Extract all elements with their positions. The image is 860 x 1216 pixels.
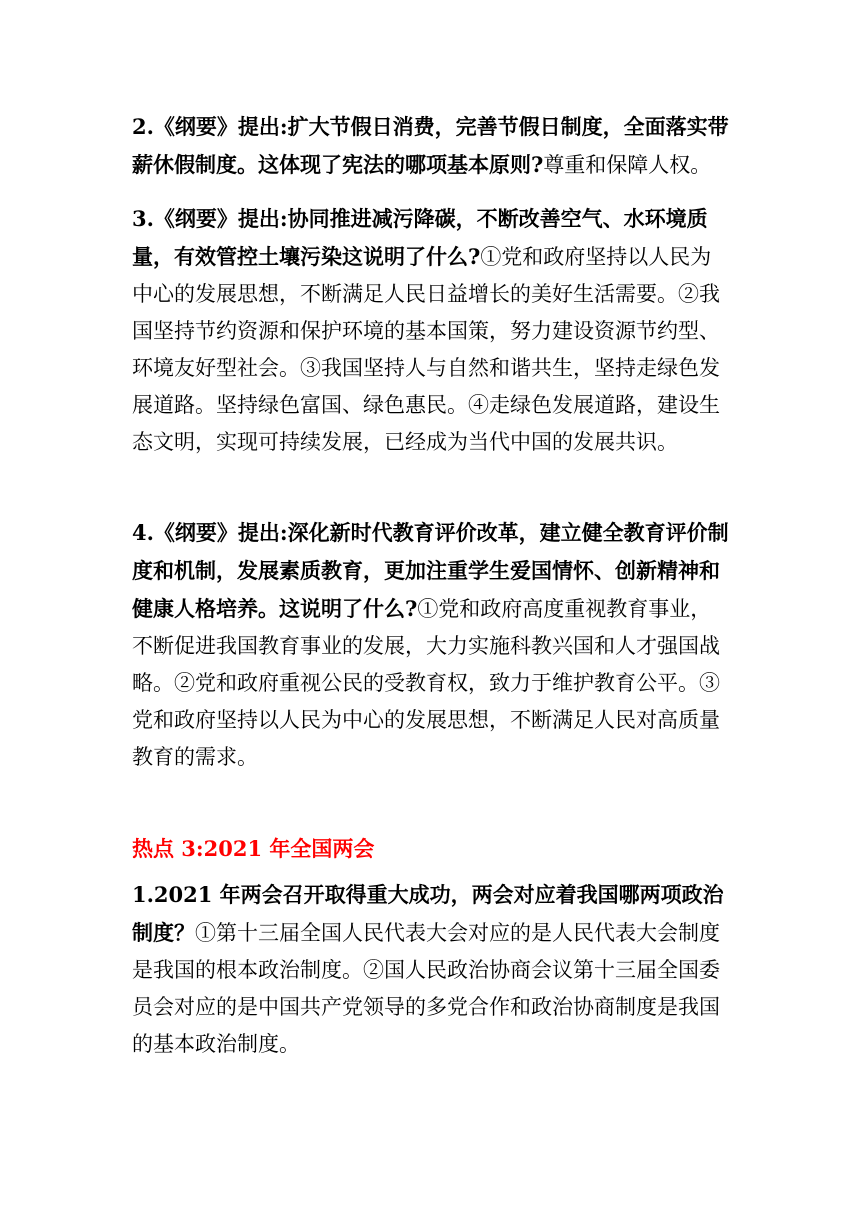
qa-item-3	[132, 200, 732, 461]
answer-text: ①党和政府坚持以人民为中心的发展思想，不断满足人民日益增长的美好生活需要。②我国坚持节约资源和保护环境的基本国策，努力建设资源节约型、环境友好型社会。③我国坚持人与自然和谐共生，坚持走绿色发展道路。坚持绿色富国、绿色惠民。④走绿色发展道路，建设生态文明，实现可持续发展，已经成为当代中国的发展共识。	[132, 245, 720, 454]
section-heading: 热点 3:2021 年全国两会	[132, 836, 375, 861]
qa-item-2	[132, 108, 732, 184]
question-text: 4.《纲要》提出:深化新时代教育评价改革，建立健全教育评价制度和机制，发展素质教育，更加注重学生爱国情怀、创新精神和健康人格培养。这说明了什么?	[132, 520, 729, 621]
question-text: 1.2021 年两会召开取得重大成功，两会对应着我国哪两项政治制度？	[132, 882, 724, 945]
question-text: 3.《纲要》提出:协同推进减污降碳，不断改善空气、水环境质量，有效管控土壤污染这说明了什么?	[132, 206, 708, 269]
qa-item-section-1	[132, 876, 732, 1063]
answer-text: 尊重和保障人权。	[543, 153, 712, 177]
qa-item-4	[132, 514, 732, 776]
answer-text: ①第十三届全国人民代表大会对应的是人民代表大会制度是我国的根本政治制度。②国人民政治协商会议第十三届全国委员会对应的是中国共产党领导的多党合作和政治协商制度是我国的基本政治制度。	[132, 921, 720, 1056]
answer-text: ①党和政府高度重视教育事业，不断促进我国教育事业的发展，大力实施科教兴国和人才强国战略。②党和政府重视公民的受教育权，致力于维护教育公平。③党和政府坚持以人民为中心的发展思想，不断满足人民对高质量教育的需求。	[132, 597, 720, 769]
question-text: 2.《纲要》提出:扩大节假日消费，完善节假日制度，全面落实带薪休假制度。这体现了宪法的哪项基本原则?	[132, 114, 729, 177]
